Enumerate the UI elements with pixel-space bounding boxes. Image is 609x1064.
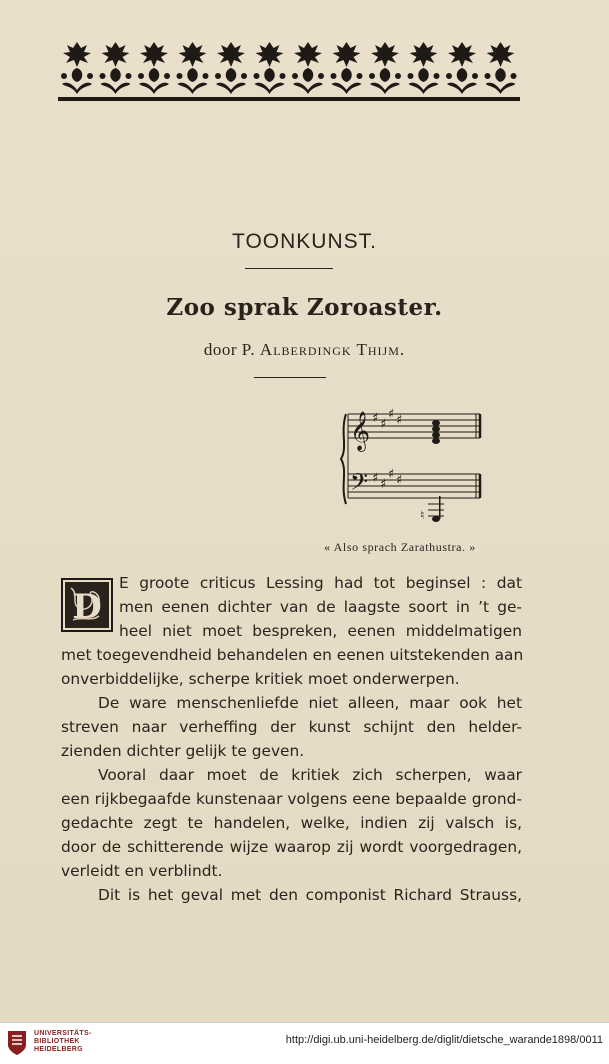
bass-clef-icon: 𝄢 xyxy=(350,468,369,501)
text-line: Dit is het geval met den componist Richard Strauss, xyxy=(98,886,522,904)
text-line: verleidt en verblindt. xyxy=(61,862,223,880)
text-line: door de schitterende wijze waarop zij wordt voorgedragen, xyxy=(61,838,522,856)
article-title: Zoo sprak Zoroaster. xyxy=(166,294,443,321)
music-notation-figure xyxy=(338,402,488,532)
svg-text:♯: ♯ xyxy=(372,411,379,426)
byline-prefix: door xyxy=(203,340,238,359)
svg-text:♯: ♯ xyxy=(372,471,379,486)
section-title: TOONKUNST. xyxy=(232,230,377,253)
svg-text:♯: ♯ xyxy=(380,417,387,432)
university-library-logo-icon xyxy=(6,1029,28,1057)
library-name-line: BIBLIOTHEK xyxy=(34,1038,80,1045)
text-line: E groote criticus Lessing had tot beginsel : dat xyxy=(119,574,522,592)
figure-caption: « Also sprach Zarathustra. » xyxy=(324,540,476,554)
library-name-line: HEIDELBERG xyxy=(34,1046,83,1053)
text-line: onverbiddelijke, scherpe kritiek moet onderwerpen. xyxy=(61,670,460,688)
svg-text:♯: ♯ xyxy=(388,407,395,422)
svg-text:♯: ♯ xyxy=(380,477,387,492)
title-rule xyxy=(245,268,333,269)
text-line: heel niet moet bespreken, eenen middelmatigen xyxy=(119,622,522,640)
svg-text:♯: ♯ xyxy=(388,467,395,482)
svg-text:♮: ♮ xyxy=(420,508,425,522)
text-line: men eenen dichter van de laagste soort in ’t ge- xyxy=(119,598,522,616)
paragraph-2 xyxy=(61,691,522,763)
article-body xyxy=(61,571,522,907)
paragraph-1 xyxy=(61,571,522,691)
text-line: Vooral daar moet de kritiek zich scherpen, waar xyxy=(98,766,522,784)
dropcap-letter: D xyxy=(72,587,102,627)
paragraph-3 xyxy=(61,763,522,883)
source-url-link[interactable]: http://digi.ub.uni-heidelberg.de/diglit/dietsche_warande1898/0011 xyxy=(285,1034,603,1046)
svg-text:♯: ♯ xyxy=(396,413,403,428)
text-line: met toegevendheid behandelen en eenen uitstekenden aan xyxy=(61,646,524,664)
text-line: zienden dichter gelijk te geven. xyxy=(61,742,305,760)
library-name-line: UNIVERSITÄTS- xyxy=(34,1030,92,1037)
byline xyxy=(0,340,609,360)
text-line: gedachte zegt te handelen, welke, indien zij valsch is, xyxy=(61,814,522,832)
text-line: De ware menschenliefde niet alleen, maar ook het xyxy=(98,694,522,712)
library-name xyxy=(34,1030,92,1054)
byline-rule xyxy=(254,377,326,378)
text-line: een rijkbegaafde kunstenaar volgens eene bepaalde grond- xyxy=(61,790,522,808)
treble-clef-icon: 𝄞 xyxy=(350,411,371,451)
text-line: streven naar verheffing der kunst schijnt den helder- xyxy=(61,718,522,736)
ornamental-header-band xyxy=(58,40,520,102)
footer-bar xyxy=(0,1022,609,1064)
author-name: P. Alberdingk Thijm. xyxy=(241,340,406,359)
paragraph-4 xyxy=(61,883,522,907)
svg-text:♯: ♯ xyxy=(396,473,403,488)
